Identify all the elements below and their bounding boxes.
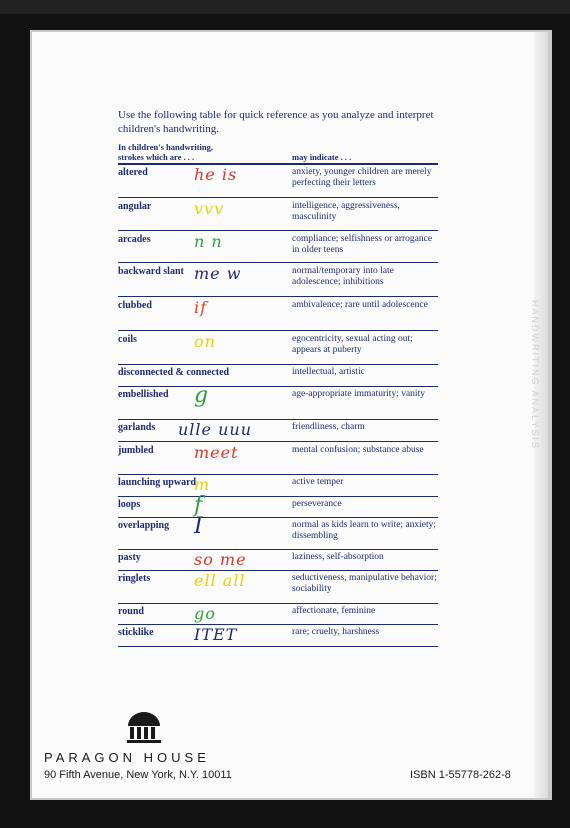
table-divider xyxy=(118,517,438,518)
handwriting-sample: me w xyxy=(194,264,242,283)
publisher-name: PARAGON HOUSE xyxy=(44,750,210,765)
table-divider xyxy=(118,603,438,604)
handwriting-sample: he is xyxy=(194,165,238,184)
table-divider xyxy=(118,197,438,198)
stroke-meaning: anxiety, younger children are merely perfecting their letters xyxy=(292,167,432,188)
stroke-term: launching upward xyxy=(118,477,197,488)
table-divider xyxy=(118,646,438,647)
stroke-term: coils xyxy=(118,334,137,345)
stroke-term: garlands xyxy=(118,422,156,433)
intro-text: Use the following table for quick reference as you analyze and interpret children's handwriting. xyxy=(118,109,434,135)
stroke-term: loops xyxy=(118,499,141,510)
stroke-meaning: laziness, self-absorption xyxy=(292,552,384,562)
stroke-meaning: intelligence, aggressiveness, masculinity xyxy=(292,201,400,222)
stroke-term: sticklike xyxy=(118,627,154,638)
handwriting-sample: on xyxy=(194,332,216,351)
spine-faded-text: HANDWRITING ANALYSIS xyxy=(530,300,540,450)
handwriting-sample: m xyxy=(194,475,211,494)
stroke-meaning: friendliness, charm xyxy=(292,422,365,432)
handwriting-sample: g xyxy=(194,383,210,408)
stroke-meaning: mental confusion; substance abuse xyxy=(292,445,424,455)
stroke-meaning: normal/temporary into late adolescence; inhibitions xyxy=(292,266,394,287)
stroke-meaning: egocentricity, sexual acting out; appears at puberty xyxy=(292,334,413,355)
left-header-line-2: strokes which are . . . xyxy=(118,152,195,162)
columned-building-icon xyxy=(124,710,164,744)
table-divider xyxy=(118,230,438,231)
handwriting-sample: I xyxy=(194,514,204,539)
table-divider xyxy=(118,163,438,165)
handwriting-sample: f xyxy=(194,493,204,518)
stroke-meaning: rare; cruelty, harshness xyxy=(292,627,380,637)
handwriting-sample: vvv xyxy=(194,199,225,218)
stroke-meaning: age-appropriate immaturity; vanity xyxy=(292,389,425,399)
right-column-header: may indicate . . . xyxy=(292,152,352,162)
handwriting-sample: ITET xyxy=(194,625,238,644)
stroke-term: altered xyxy=(118,167,148,178)
stroke-meaning: seductiveness, manipulative behavior; sociability xyxy=(292,573,437,594)
table-divider xyxy=(118,441,438,442)
stroke-meaning: ambivalence; rare until adolescence xyxy=(292,300,428,310)
isbn: ISBN 1-55778-262-8 xyxy=(410,769,511,781)
stroke-term: arcades xyxy=(118,234,151,245)
handwriting-sample: meet xyxy=(194,443,239,462)
left-header-line-1: In children's handwriting, xyxy=(118,142,214,152)
stroke-meaning: perseverance xyxy=(292,499,342,509)
stroke-meaning: normal as kids learn to write; anxiety; dissembling xyxy=(292,520,437,541)
cover-page xyxy=(32,32,548,798)
table-divider xyxy=(118,570,438,571)
stroke-term: backward slant xyxy=(118,266,184,277)
table-divider xyxy=(118,474,438,475)
stroke-meaning: intellectual, artistic xyxy=(292,367,365,377)
stroke-term: angular xyxy=(118,201,152,212)
stroke-term: pasty xyxy=(118,552,141,563)
stroke-term: ringlets xyxy=(118,573,151,584)
stroke-term: jumbled xyxy=(118,445,154,456)
table-divider xyxy=(118,262,438,263)
handwriting-sample: if xyxy=(194,298,208,317)
stroke-meaning: compliance; selfishness or arrogance in older teens xyxy=(292,234,433,255)
handwriting-sample: ulle uuu xyxy=(178,420,253,439)
stroke-term: disconnected & connected xyxy=(118,367,230,378)
left-column-header xyxy=(118,142,213,162)
table-divider xyxy=(118,624,438,625)
handwriting-sample: n n xyxy=(194,232,223,251)
table-divider xyxy=(118,386,438,387)
stroke-term: clubbed xyxy=(118,300,152,311)
top-background-strip xyxy=(0,0,570,14)
stroke-term: embellished xyxy=(118,389,169,400)
table-divider xyxy=(118,296,438,297)
publisher-address: 90 Fifth Avenue, New York, N.Y. 10011 xyxy=(44,769,232,781)
stroke-term: round xyxy=(118,606,144,617)
table-divider xyxy=(118,496,438,497)
table-divider xyxy=(118,549,438,550)
handwriting-sample: ell all xyxy=(194,571,246,590)
stroke-term: overlapping xyxy=(118,520,170,531)
table-divider xyxy=(118,364,438,365)
handwriting-sample: go xyxy=(194,604,216,623)
stroke-meaning: active temper xyxy=(292,477,344,487)
handwriting-sample: so me xyxy=(194,550,247,569)
stroke-meaning: affectionate, feminine xyxy=(292,606,376,616)
table-divider xyxy=(118,419,438,420)
table-divider xyxy=(118,330,438,331)
